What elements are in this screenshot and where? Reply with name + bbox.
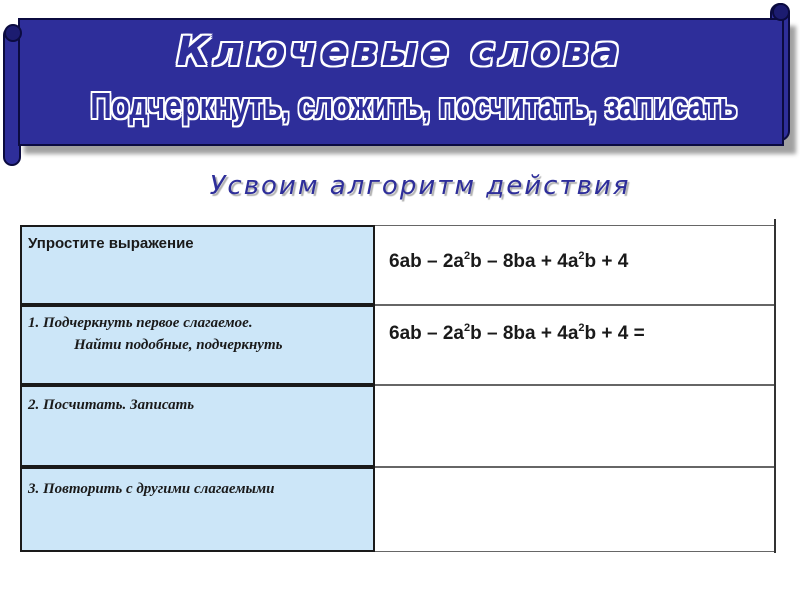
table-row-2-label-cell [20, 305, 375, 385]
row-1-label: Упростите выражение [28, 235, 194, 252]
table-right-border [774, 219, 776, 553]
table-row-3-answer-cell [375, 385, 776, 467]
table-row-4-answer-cell [375, 467, 776, 552]
banner-subtitle: Подчеркнуть, сложить, посчитать, записать [90, 85, 738, 126]
row-4-label: 3. Повторить с другими слагаемыми [28, 481, 275, 497]
title-scroll-banner [0, 0, 800, 170]
scroll-curl-right-end [772, 3, 790, 21]
banner-title: Ключевые слова [176, 29, 624, 75]
row-2-expression: $6ab - 2a^2b - 8ba + 4a^2b + 4$ = [389, 322, 645, 344]
table-row-1-formula-cell [375, 225, 776, 305]
row-1-expression: $6ab - 2a^2b - 8ba + 4a^2b + 4$ [389, 250, 629, 272]
table-row-4-label-cell [20, 467, 375, 552]
table-row-1-label-cell [20, 225, 375, 305]
row-3-label: 2. Посчитать. Записать [28, 397, 195, 413]
algorithm-table [20, 221, 776, 552]
table-row-3-label-cell [20, 385, 375, 467]
row-2-label-line-1: 1. Подчеркнуть первое слагаемое. [28, 315, 253, 331]
table-row-2-formula-cell [375, 305, 776, 385]
section-heading: Усвоим алгоритм действия [209, 171, 631, 201]
row-2-label-line-2: Найти подобные, подчеркнуть [74, 337, 283, 353]
